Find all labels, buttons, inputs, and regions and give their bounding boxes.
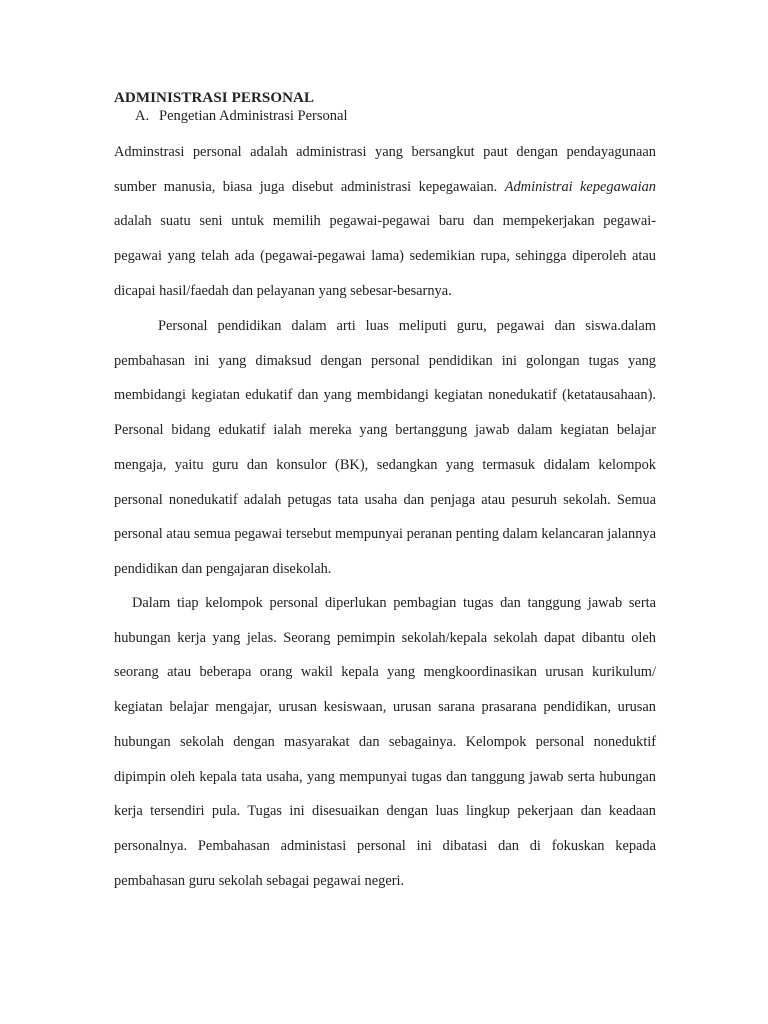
- paragraph-3: Dalam tiap kelompok personal diperlukan pembagian tugas dan tanggung jawab serta hubungan kerja yang jelas. Seorang pemimpin sekolah/kepala sekolah dapat dibantu oleh seorang atau beberapa orang wakil kepala yang mengkoordinasikan urusan kurikulum/ kegiatan belajar mengajar, urusan kesiswaan, urusan sarana prasarana pendidikan, urusan hubungan sekolah dengan masyarakat dan sebagainya. Kelompok personal noneduktif dipimpin oleh kepala tata usaha, yang mempunyai tugas dan tanggung jawab serta hubungan kerja tersendiri pula. Tugas ini disesuaikan dengan luas lingkup pekerjaan dan keadaan personalnya. Pembahasan administasi personal ini dibatasi dan di fokuskan kepada pembahasan guru sekolah sebagai pegawai negeri.: [114, 595, 656, 889]
- paragraph-1-text-start: Adminstrasi personal adalah administrasi yang bersangkut paut dengan pendayagunaan sumber manusia, biasa juga disebut administrasi kepegawaian.: [114, 144, 656, 195]
- document-title: ADMINISTRASI PERSONAL: [114, 90, 315, 106]
- paragraph-2: Personal pendidikan dalam arti luas meliputi guru, pegawai dan siswa.dalam pembahasan ini yang dimaksud dengan personal pendidikan ini golongan tugas yang membidangi kegiatan edukatif dan yang membidangi kegiatan nonedukatif (ketatausahaan). Personal bidang edukatif ialah mereka yang bertanggung jawab dalam kegiatan belajar mengaja, yaitu guru dan konsulor (BK), sedangkan yang termasuk didalam kelompok personal nonedukatif adalah petugas tata usaha dan penjaga atau pesuruh sekolah. Semua personal atau semua pegawai tersebut mempunyai peranan penting dalam kelancaran jalannya pendidikan dan pengajaran disekolah.: [114, 318, 656, 577]
- section-heading: [135, 108, 347, 125]
- paragraph-1-text-end: adalah suatu seni untuk memilih pegawai-pegawai baru dan mempekerjakan pegawai-pegawai yang telah ada (pegawai-pegawai lama) sedemikian rupa, sehingga diperoleh atau dicapai hasil/faedah dan pelayanan yang sebesar-besarnya.: [114, 213, 656, 299]
- section-heading-text: Pengetian Administrasi Personal: [159, 108, 348, 124]
- paragraph-1-italic-term: Administrai kepegawaian: [504, 178, 656, 195]
- paragraph-1: [114, 135, 656, 309]
- section-marker: A.: [135, 108, 150, 124]
